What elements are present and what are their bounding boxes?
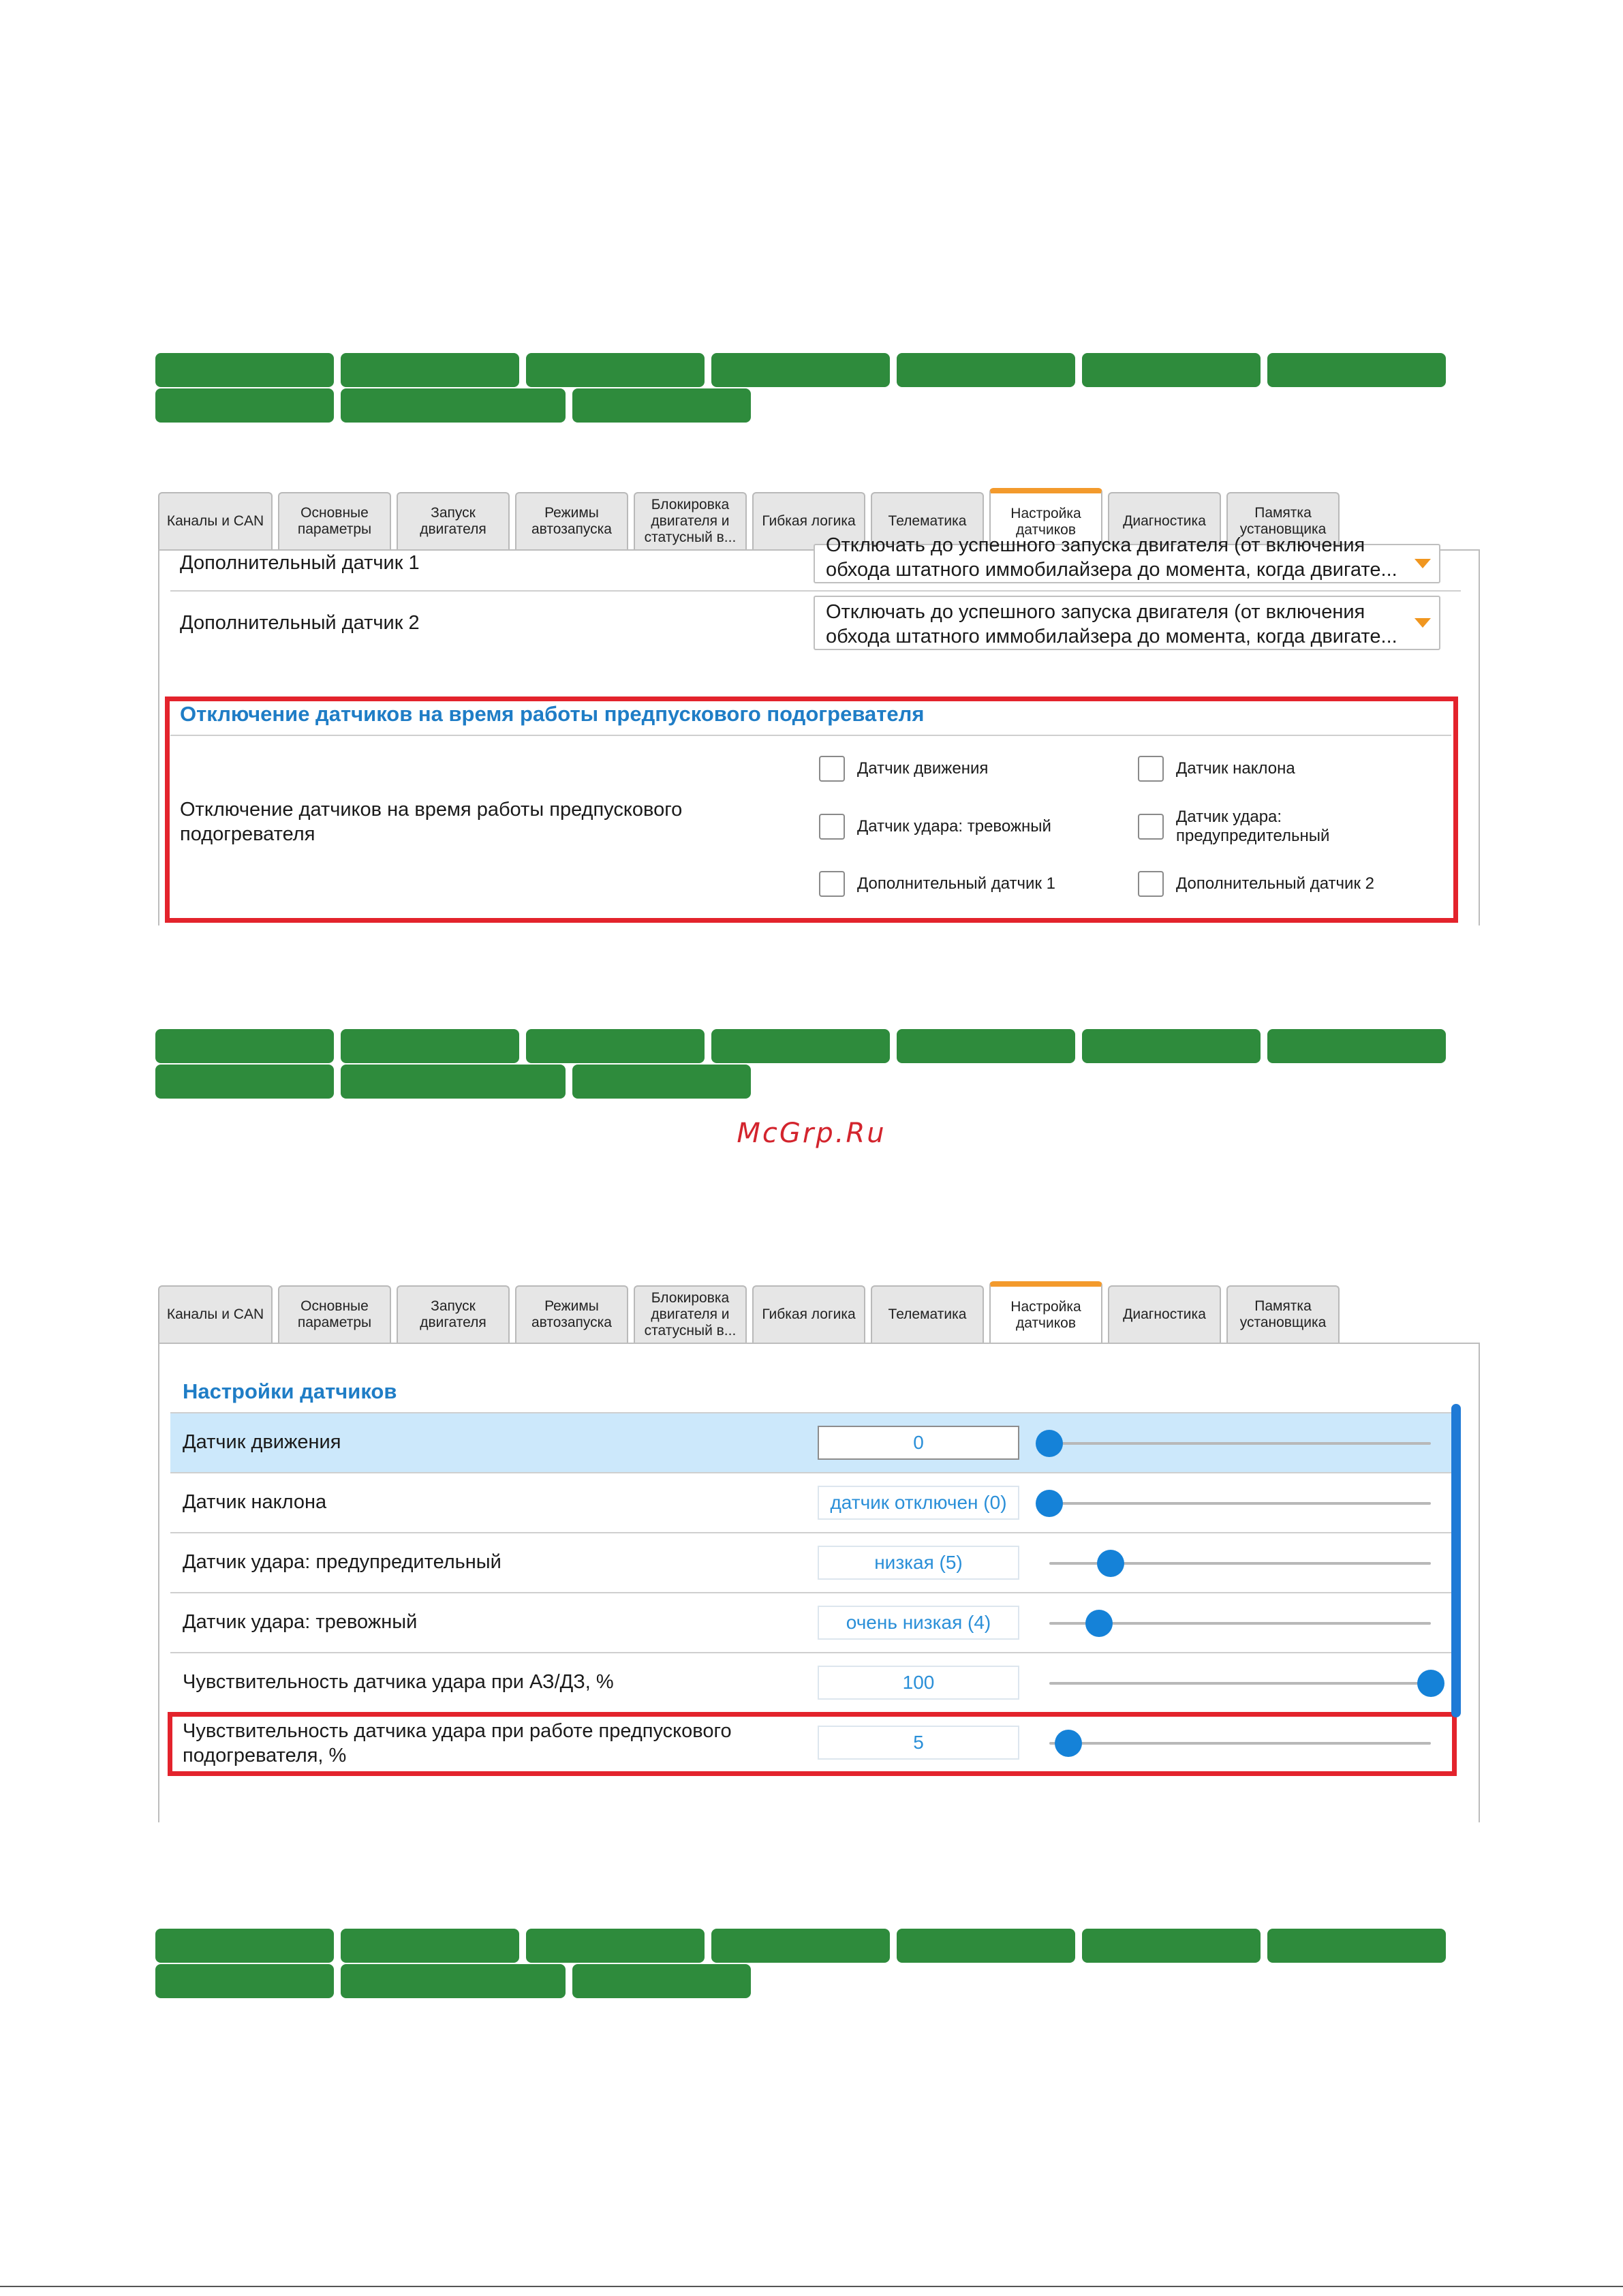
checkbox-box[interactable]: [819, 814, 845, 840]
value-shock-preheater[interactable]: 5: [818, 1726, 1019, 1760]
section-separator: [170, 735, 1451, 736]
slider-knob-shock-warning[interactable]: [1097, 1550, 1124, 1577]
checkbox-tilt-sensor[interactable]: [1138, 756, 1295, 782]
row-label-motion-sensor: Датчик движения: [183, 1431, 341, 1453]
row-separator: [170, 1472, 1461, 1473]
dropdown-aux-sensor-1[interactable]: [814, 534, 1440, 583]
row-separator: [170, 590, 1461, 592]
checkbox-aux-sensor-2[interactable]: [1138, 871, 1374, 897]
tab-telematics[interactable]: Телематика: [871, 492, 984, 549]
redaction-bar: [526, 1029, 705, 1063]
checkbox-box[interactable]: [1138, 756, 1164, 782]
tab-diagnostics[interactable]: Диагностика: [1108, 492, 1221, 549]
dropdown-aux-sensor-2-value: Отключать до успешного запуска двигателя (от включения обхода штатного иммобилайзера до момента, когда двигате...: [826, 601, 1397, 647]
row-separator: [170, 1592, 1461, 1593]
redacted-text-block-3: [155, 1929, 1450, 2004]
tab-autostart-modes[interactable]: Режимы автозапуска: [515, 1285, 628, 1343]
tab-engine-block[interactable]: Блокировка двигателя и статусный в...: [634, 1285, 747, 1343]
redaction-bar: [341, 1065, 566, 1099]
redaction-bar: [572, 1065, 751, 1099]
settings-pane: [158, 534, 1480, 925]
tab-installer-memo[interactable]: Памятка установщика: [1226, 492, 1340, 549]
watermark: McGrp.Ru: [737, 1118, 886, 1149]
value-shock-alarm[interactable]: очень низкая (4): [818, 1606, 1019, 1640]
chevron-down-icon: [1415, 618, 1431, 628]
checkbox-label: Датчик удара: предупредительный: [1176, 808, 1330, 845]
row-separator: [170, 1652, 1461, 1653]
slider-knob-shock-preheater[interactable]: [1055, 1730, 1082, 1757]
redaction-bar: [341, 1929, 519, 1963]
tab-main-params[interactable]: Основные параметры: [278, 1285, 391, 1343]
redaction-bar: [526, 353, 705, 387]
tab-autostart-modes[interactable]: Режимы автозапуска: [515, 492, 628, 549]
redaction-bar: [711, 353, 890, 387]
tab-channels-can[interactable]: Каналы и CAN: [158, 492, 273, 549]
tab-telematics[interactable]: Телематика: [871, 1285, 984, 1343]
checkbox-motion-sensor[interactable]: [819, 756, 988, 782]
tab-engine-start[interactable]: Запуск двигателя: [397, 492, 510, 549]
slider-knob-shock-alarm[interactable]: [1085, 1610, 1113, 1637]
row-separator: [170, 1532, 1461, 1533]
row-label-shock-az-dz: Чувствительность датчика удара при АЗ/ДЗ, %: [183, 1671, 614, 1693]
slider-track[interactable]: [1049, 1682, 1431, 1685]
redaction-bar: [155, 353, 334, 387]
tab-channels-can[interactable]: Каналы и CAN: [158, 1285, 273, 1343]
checkbox-shock-warning[interactable]: [1138, 808, 1329, 846]
row-label-aux-sensor-2: Дополнительный датчик 2: [180, 612, 420, 634]
slider-knob-tilt-sensor[interactable]: [1036, 1490, 1063, 1517]
checkbox-shock-alarm[interactable]: [819, 814, 1051, 840]
redaction-bar: [897, 1029, 1075, 1063]
section-title-sensor-disable: Отключение датчиков на время работы предпускового подогревателя: [180, 702, 925, 726]
redaction-bar: [1267, 1029, 1446, 1063]
tab-bar: [158, 1281, 1480, 1343]
redaction-bar: [1082, 1029, 1261, 1063]
redaction-bar: [1082, 353, 1261, 387]
tab-diagnostics[interactable]: Диагностика: [1108, 1285, 1221, 1343]
redaction-bar: [341, 1964, 566, 1998]
redaction-bar: [1267, 353, 1446, 387]
redacted-text-block-2: [155, 1029, 1450, 1104]
redaction-bar: [711, 1929, 890, 1963]
slider-knob-motion-sensor[interactable]: [1036, 1430, 1063, 1457]
group-label-sensor-disable: Отключение датчиков на время работы предпускового подогревателя: [180, 799, 683, 845]
tab-sensor-settings[interactable]: Настройка датчиков: [989, 1281, 1102, 1344]
checkbox-aux-sensor-1[interactable]: [819, 871, 1055, 897]
tab-engine-start[interactable]: Запуск двигателя: [397, 1285, 510, 1343]
screenshot-sensor-disable: [158, 488, 1480, 925]
chevron-down-icon: [1415, 559, 1431, 568]
redaction-bar: [155, 388, 334, 423]
slider-track[interactable]: [1049, 1502, 1431, 1505]
value-shock-az-dz[interactable]: 100: [818, 1666, 1019, 1700]
slider-track[interactable]: [1049, 1442, 1431, 1445]
row-label-aux-sensor-1: Дополнительный датчик 1: [180, 552, 420, 574]
redaction-bar: [341, 388, 566, 423]
row-label-shock-alarm: Датчик удара: тревожный: [183, 1611, 418, 1633]
dropdown-aux-sensor-2[interactable]: [814, 596, 1440, 650]
redaction-bar: [341, 1029, 519, 1063]
redaction-bar: [155, 1929, 334, 1963]
checkbox-box[interactable]: [1138, 871, 1164, 897]
dropdown-aux-sensor-1-value: Отключать до успешного запуска двигателя (от включения обхода штатного иммобилайзера до момента, когда двигате...: [826, 534, 1397, 581]
redaction-bar: [1267, 1929, 1446, 1963]
tab-main-params[interactable]: Основные параметры: [278, 492, 391, 549]
row-label-tilt-sensor: Датчик наклона: [183, 1491, 327, 1513]
checkbox-label: Дополнительный датчик 1: [857, 874, 1055, 893]
checkbox-box[interactable]: [819, 756, 845, 782]
redaction-bar: [1082, 1929, 1261, 1963]
section-title-sensor-settings: Настройки датчиков: [183, 1379, 397, 1403]
row-label-shock-warning: Датчик удара: предупредительный: [183, 1551, 501, 1573]
redaction-bar: [526, 1929, 705, 1963]
tab-installer-memo[interactable]: Памятка установщика: [1226, 1285, 1340, 1343]
value-motion-sensor[interactable]: 0: [818, 1426, 1019, 1460]
row-label-shock-preheater: Чувствительность датчика удара при работе предпускового подогревателя, %: [183, 1720, 732, 1766]
checkbox-label: Датчик движения: [857, 759, 989, 778]
tab-flex-logic[interactable]: Гибкая логика: [752, 492, 865, 549]
tab-sensor-settings[interactable]: Настройка датчиков: [989, 488, 1102, 551]
redaction-bar: [572, 388, 751, 423]
checkbox-box[interactable]: [819, 871, 845, 897]
page-footer-rule: [0, 2286, 1623, 2287]
redaction-bar: [897, 1929, 1075, 1963]
redacted-text-block-1: [155, 353, 1450, 428]
slider-track[interactable]: [1049, 1742, 1431, 1745]
redaction-bar: [897, 353, 1075, 387]
checkbox-label: Датчик удара: тревожный: [857, 817, 1051, 836]
checkbox-label: Датчик наклона: [1176, 759, 1295, 778]
checkbox-label: Дополнительный датчик 2: [1176, 874, 1374, 893]
slider-knob-shock-az-dz[interactable]: [1417, 1670, 1444, 1697]
redaction-bar: [711, 1029, 890, 1063]
redaction-bar: [155, 1065, 334, 1099]
tab-engine-block[interactable]: Блокировка двигателя и статусный в...: [634, 492, 747, 549]
redaction-bar: [341, 353, 519, 387]
redaction-bar: [572, 1964, 751, 1998]
redaction-bar: [155, 1029, 334, 1063]
checkbox-box[interactable]: [1138, 814, 1164, 840]
value-shock-warning[interactable]: низкая (5): [818, 1546, 1019, 1580]
tab-flex-logic[interactable]: Гибкая логика: [752, 1285, 865, 1343]
redaction-bar: [155, 1964, 334, 1998]
value-tilt-sensor[interactable]: датчик отключен (0): [818, 1486, 1019, 1520]
screenshot-sensor-settings: [158, 1281, 1480, 1822]
vertical-scrollbar[interactable]: [1451, 1404, 1461, 1717]
settings-pane: [158, 1344, 1480, 1822]
